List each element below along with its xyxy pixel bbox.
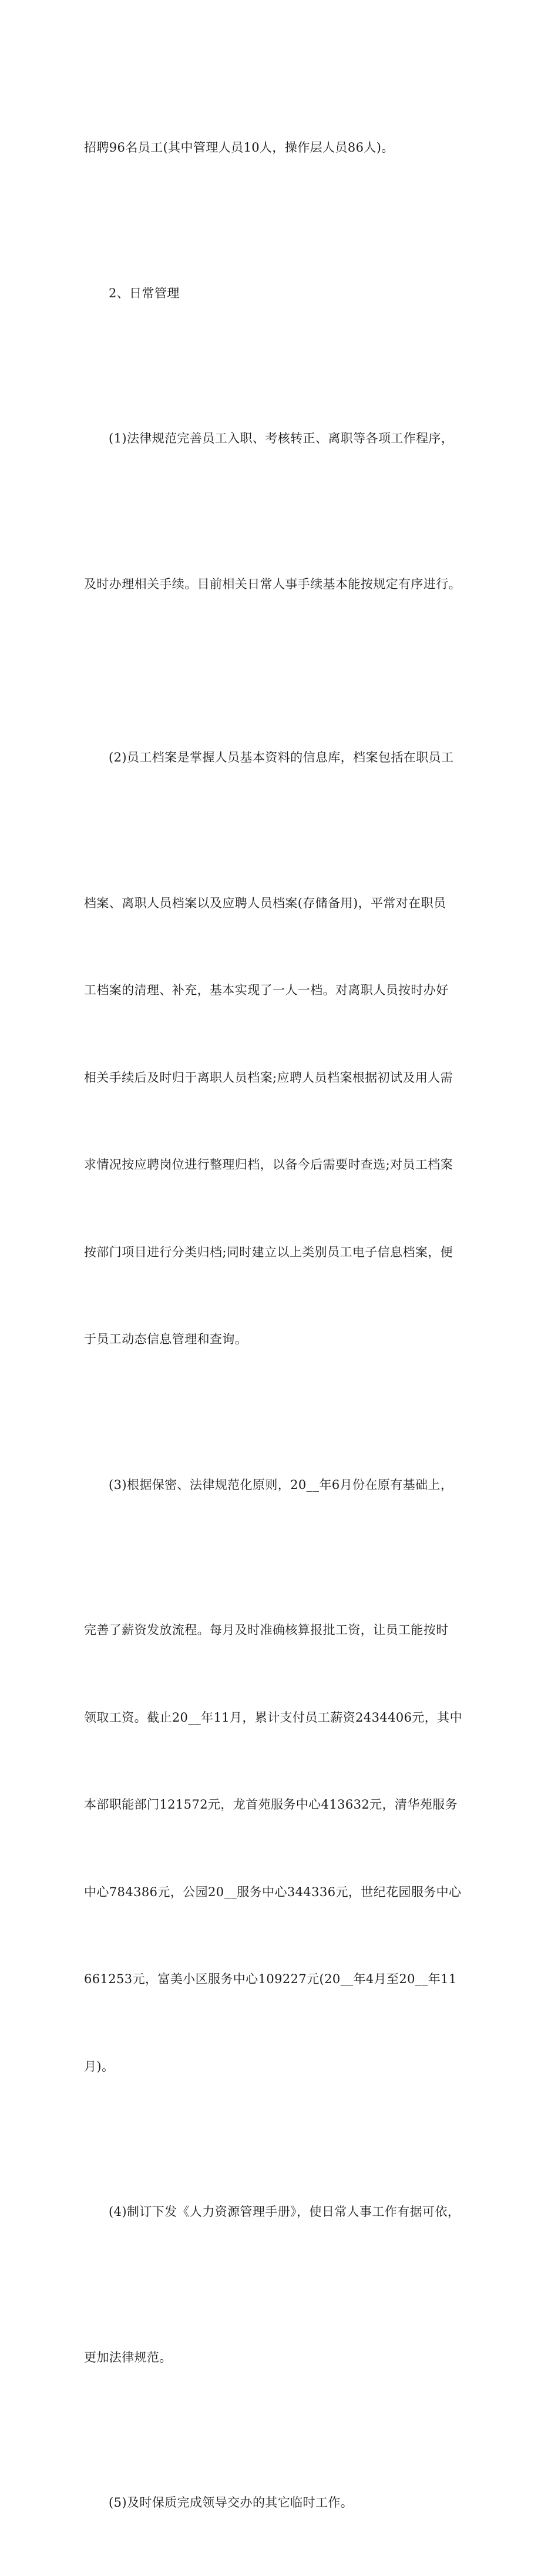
text-line: 中心784386元，公园20__服务中心344336元，世纪花园服务中心 bbox=[84, 1884, 462, 1899]
blank-space bbox=[84, 657, 489, 685]
text-line: 相关手续后及时归于离职人员档案;应聘人员档案根据初试及用人需 bbox=[84, 1070, 453, 1085]
paragraph-item-4 bbox=[84, 2139, 489, 2285]
paragraph-item-1 bbox=[84, 366, 489, 512]
text-line: 按部门项目进行分类归档;同时建立以上类别员工电子信息档案，便 bbox=[84, 1245, 453, 1259]
text-line: 本部职能部门121572元，龙首苑服务中心413632元，清华苑服务 bbox=[84, 1797, 458, 1812]
text-line: 完善了薪资发放流程。每月及时准确核算报批工资，让员工能按时 bbox=[84, 1623, 449, 1637]
paragraph-recruitment bbox=[84, 75, 489, 221]
text-line: (1)法律规范完善员工入职、考核转正、离职等各项工作程序， bbox=[109, 431, 454, 445]
paragraph-item-2 bbox=[84, 685, 489, 831]
document-body bbox=[84, 75, 489, 2576]
section-heading-daily-management bbox=[84, 221, 489, 367]
paragraph-item-3-cont bbox=[84, 1558, 489, 2139]
paragraph-item-2-cont bbox=[84, 831, 489, 1413]
text-line: (3)根据保密、法律规范化原则，20__年6月份在原有基础上， bbox=[109, 1477, 453, 1492]
text-line: 2、日常管理 bbox=[109, 286, 180, 300]
text-line: 及时办理相关手续。目前相关日常人事手续基本能按规定有序进行。 bbox=[84, 576, 461, 591]
text-line: 求情况按应聘岗位进行整理归档，以备今后需要时查选;对员工档案 bbox=[84, 1158, 453, 1172]
paragraph-item-4-cont bbox=[84, 2285, 489, 2431]
paragraph-item-5 bbox=[84, 2430, 489, 2576]
paragraph-item-1-cont bbox=[84, 512, 489, 658]
text-line: 于员工动态信息管理和查询。 bbox=[84, 1332, 248, 1346]
paragraph-item-3 bbox=[84, 1413, 489, 1558]
text-line: 月)。 bbox=[84, 2059, 115, 2074]
text-line: 档案、离职人员档案以及应聘人员档案(存储备用)，平常对在职员 bbox=[84, 895, 446, 910]
text-line: (2)员工档案是掌握人员基本资料的信息库，档案包括在职员工 bbox=[109, 750, 454, 764]
text-line: 招聘96名员工(其中管理人员10人，操作层人员86人)。 bbox=[84, 140, 394, 155]
text-line: 领取工资。截止20__年11月，累计支付员工薪资2434406元，其中 bbox=[84, 1710, 462, 1725]
text-line: (4)制订下发《人力资源管理手册》，使日常人事工作有据可依， bbox=[109, 2205, 460, 2219]
text-line: (5)及时保质完成领导交办的其它临时工作。 bbox=[109, 2496, 354, 2510]
text-line: 更加法律规范。 bbox=[84, 2350, 172, 2364]
text-line: 工档案的清理、补充，基本实现了一人一档。对离职人员按时办好 bbox=[84, 983, 449, 997]
text-line: 661253元，富美小区服务中心109227元(20__年4月至20__年11 bbox=[84, 1972, 457, 1986]
